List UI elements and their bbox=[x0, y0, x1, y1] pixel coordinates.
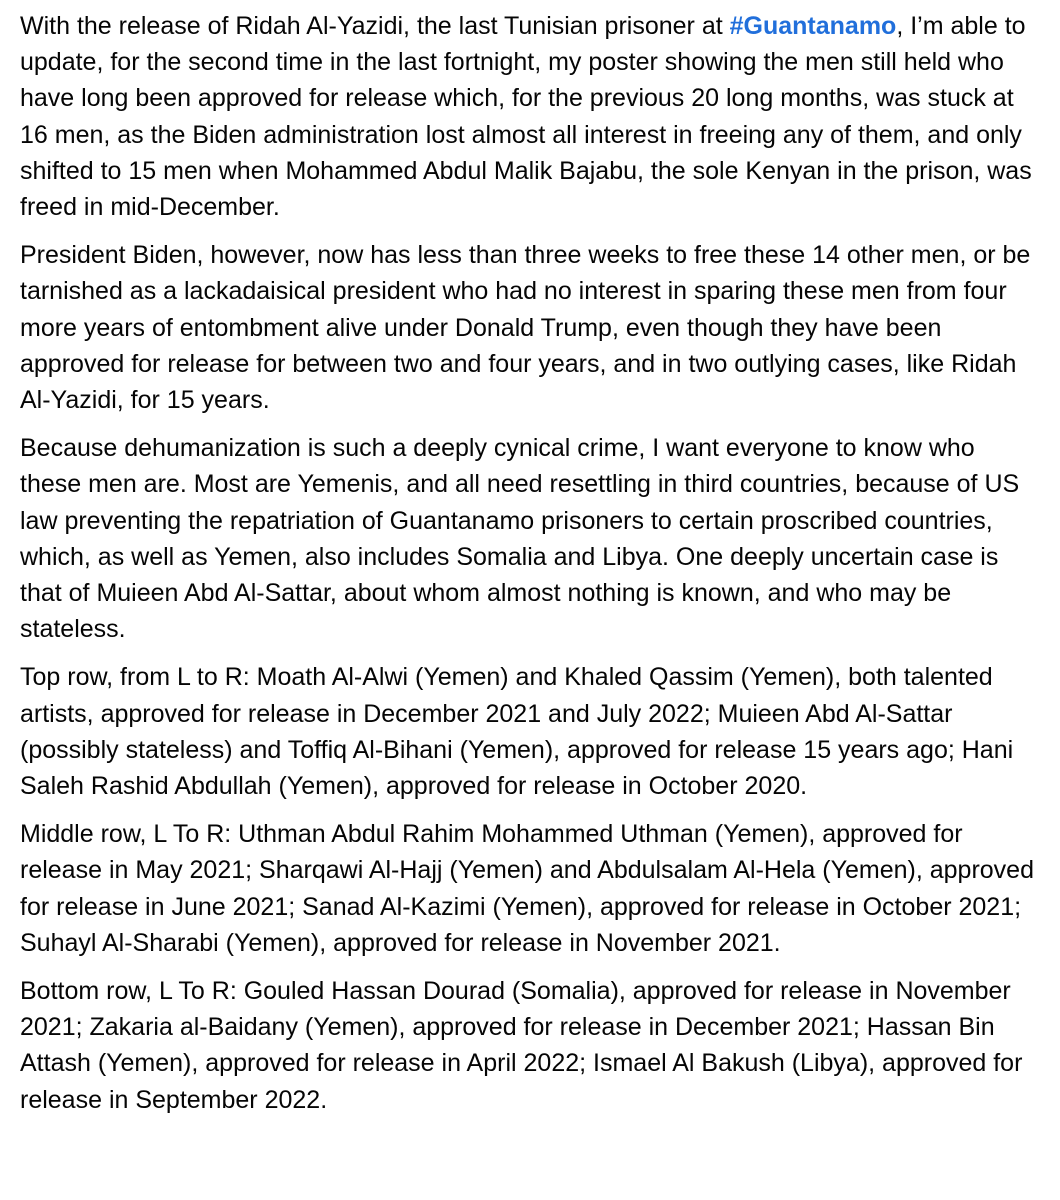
paragraph-1-text-after: , I’m able to update, for the second time in the last fortnight, my poster showing the men still held who have long been approved for release which, for the previous 20 long months, was stuck at 16 men, as the Biden administration lost almost all interest in freeing any of them, and only shifted to 15 men when Mohammed Abdul Malik Bajabu, the sole Kenyan in the prison, was freed in mid-December. bbox=[20, 12, 1032, 222]
post-paragraph-1 bbox=[20, 8, 1040, 225]
post-paragraph-4: Top row, from L to R: Moath Al-Alwi (Yemen) and Khaled Qassim (Yemen), both talented artists, approved for release in December 2021 and July 2022; Muieen Abd Al-Sattar (possibly stateless) and Toffiq Al-Bihani (Yemen), approved for release 15 years ago; Hani Saleh Rashid Abdullah (Yemen), approved for release in October 2020. bbox=[20, 663, 1014, 801]
hashtag-guantanamo-link[interactable]: #Guantanamo bbox=[729, 12, 897, 40]
post-paragraph-2: President Biden, however, now has less than three weeks to free these 14 other men, or be tarnished as a lackadaisical president who had no interest in sparing these men from four more years of entombment alive under Donald Trump, even though they have been approved for release for between two and four years, and in two outlying cases, like Ridah Al-Yazidi, for 15 years. bbox=[20, 241, 1031, 415]
post-paragraph-6: Bottom row, L To R: Gouled Hassan Dourad (Somalia), approved for release in November 2021; Zakaria al-Baidany (Yemen), approved for release in December 2021; Hassan Bin Attash (Yemen), approved for release in April 2022; Ismael Al Bakush (Libya), approved for release in September 2022. bbox=[20, 977, 1023, 1114]
paragraph-1-text-before: With the release of Ridah Al-Yazidi, the last Tunisian prisoner at bbox=[20, 12, 730, 40]
post-body bbox=[20, 8, 1040, 1130]
post-paragraph-3: Because dehumanization is such a deeply cynical crime, I want everyone to know who these men are. Most are Yemenis, and all need resettling in third countries, because of US law preventing the repatriation of Guantanamo prisoners to certain proscribed countries, which, as well as Yemen, also includes Somalia and Libya. One deeply uncertain case is that of Muieen Abd Al-Sattar, about whom almost nothing is known, and who may be stateless. bbox=[20, 434, 1020, 644]
post-paragraph-5: Middle row, L To R: Uthman Abdul Rahim Mohammed Uthman (Yemen), approved for release in May 2021; Sharqawi Al-Hajj (Yemen) and Abdulsalam Al-Hela (Yemen), approved for release in June 2021; Sanad Al-Kazimi (Yemen), approved for release in October 2021; Suhayl Al-Sharabi (Yemen), approved for release in November 2021. bbox=[20, 820, 1034, 957]
